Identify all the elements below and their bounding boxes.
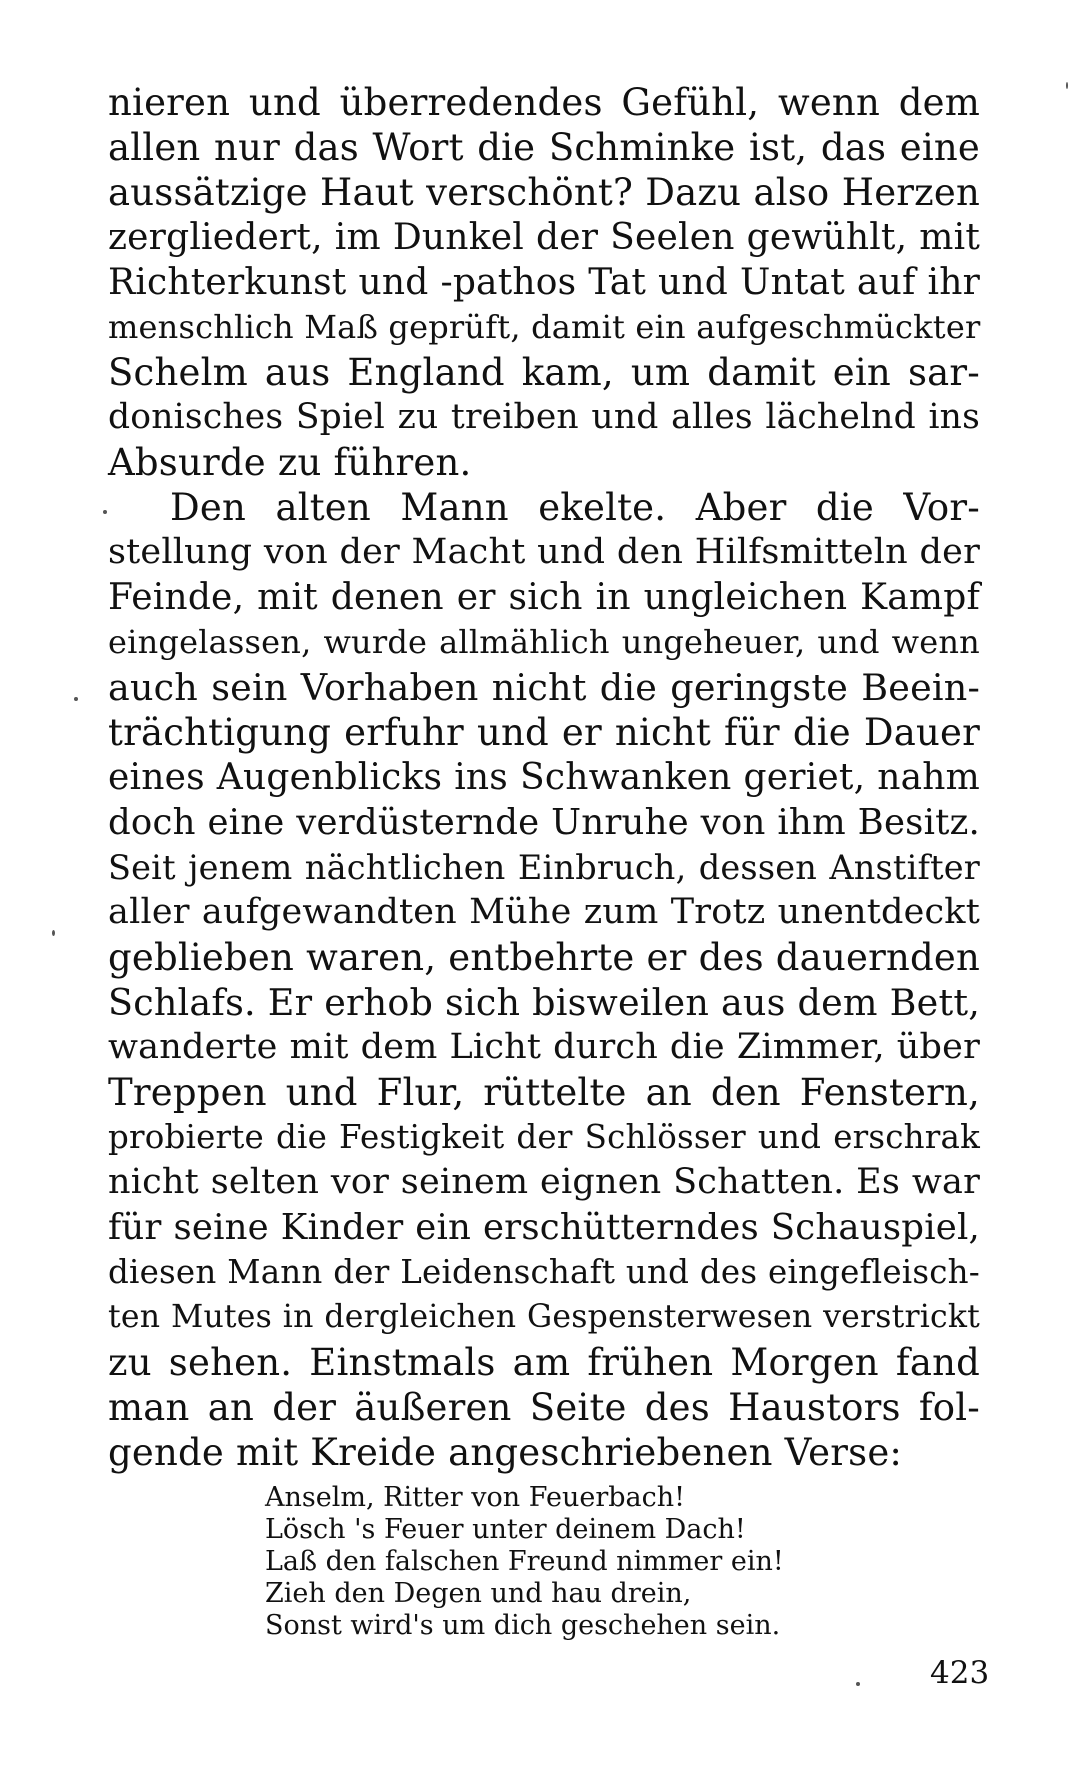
print-speck [52, 930, 55, 936]
print-speck [103, 510, 107, 514]
paragraph-1-line: zergliedert, im Dunkel der Seelen gewühlt, mit [108, 217, 980, 258]
paragraph-1-line: Absurde zu führen. [108, 441, 472, 484]
paragraph-1-line: Schelm aus England kam, um damit ein sar- [108, 351, 980, 394]
paragraph-2-line: eines Augenblicks ins Schwanken geriet, nahm [108, 757, 980, 798]
paragraph-2-line: Feinde, mit denen er sich in ungleichen Kampf [108, 577, 980, 618]
paragraph-1-line: menschlich Maß geprüft, damit ein aufgeschmückter [108, 308, 981, 346]
verse-line: Lösch 's Feuer unter deinem Dach! [265, 1514, 746, 1545]
paragraph-2-line: Treppen und Flur, rüttelte an den Fenstern, [108, 1071, 980, 1114]
verse-block [265, 1482, 905, 1642]
paragraph-2-line: nicht selten vor seinem eignen Schatten. Es war [108, 1162, 980, 1202]
verse-line: Laß den falschen Freund nimmer ein! [265, 1546, 784, 1577]
paragraph-1-line: aussätzige Haut verschönt? Dazu also Herzen [108, 171, 980, 214]
paragraph-2-line: stellung von der Macht und den Hilfsmitteln der [108, 532, 980, 572]
page-number: 423 [930, 1655, 990, 1691]
paragraph-2-line: Schlafs. Er erhob sich bisweilen aus dem Bett, [108, 981, 980, 1024]
paragraph-1-line: nieren und überredendes Gefühl, wenn dem [108, 81, 980, 124]
paragraph-1-line: Richterkunst und -pathos Tat und Untat auf ihr [108, 262, 980, 303]
paragraph-2-line: diesen Mann der Leidenschaft und des eingefleisch- [108, 1253, 980, 1291]
verse-line: Zieh den Degen und hau drein, [265, 1578, 692, 1609]
paragraph-2-line: doch eine verdüsternde Unruhe von ihm Besitz. [108, 802, 980, 843]
paragraph-1-line: allen nur das Wort die Schminke ist, das eine [108, 126, 980, 169]
body-text [108, 80, 980, 1475]
paragraph-2-line: wanderte mit dem Licht durch die Zimmer, über [108, 1027, 980, 1067]
paragraph-1-line: donisches Spiel zu treiben und alles lächelnd ins [108, 397, 980, 437]
paragraph-2-line: trächtigung erfuhr und er nicht für die Dauer [108, 711, 980, 754]
paragraph-2-line: Seit jenem nächtlichen Einbruch, dessen Anstifter [108, 848, 980, 887]
verse-line: Anselm, Ritter von Feuerbach! [265, 1482, 685, 1513]
paragraph-2-line: ten Mutes in dergleichen Gespensterwesen verstrickt [108, 1299, 980, 1335]
print-speck [856, 1682, 860, 1686]
paragraph-2-line: auch sein Vorhaben nicht die geringste Beein- [108, 666, 980, 709]
paragraph-2-line: eingelassen, wurde allmählich ungeheuer, und wenn [108, 623, 980, 661]
paragraph-2-line: aller aufgewandten Mühe zum Trotz unentdeckt [108, 892, 980, 932]
paragraph-2-line: probierte die Festigkeit der Schlösser und erschrak [108, 1118, 980, 1156]
paragraph-2-line: zu sehen. Einstmals am frühen Morgen fand [108, 1341, 980, 1384]
paragraph-2-line: gende mit Kreide angeschriebenen Verse: [108, 1431, 903, 1474]
print-speck [74, 697, 78, 701]
paragraph-2-line: man an der äußeren Seite des Haustors fol- [108, 1386, 980, 1429]
paragraph-2-line: für seine Kinder ein erschütterndes Schauspiel, [108, 1207, 980, 1248]
paragraph-2-line: geblieben waren, entbehrte er des dauernden [108, 936, 980, 979]
paragraph-2-line: Den alten Mann ekelte. Aber die Vor- [170, 486, 980, 529]
verse-line: Sonst wird's um dich geschehen sein. [265, 1610, 781, 1641]
print-speck [1066, 82, 1068, 89]
